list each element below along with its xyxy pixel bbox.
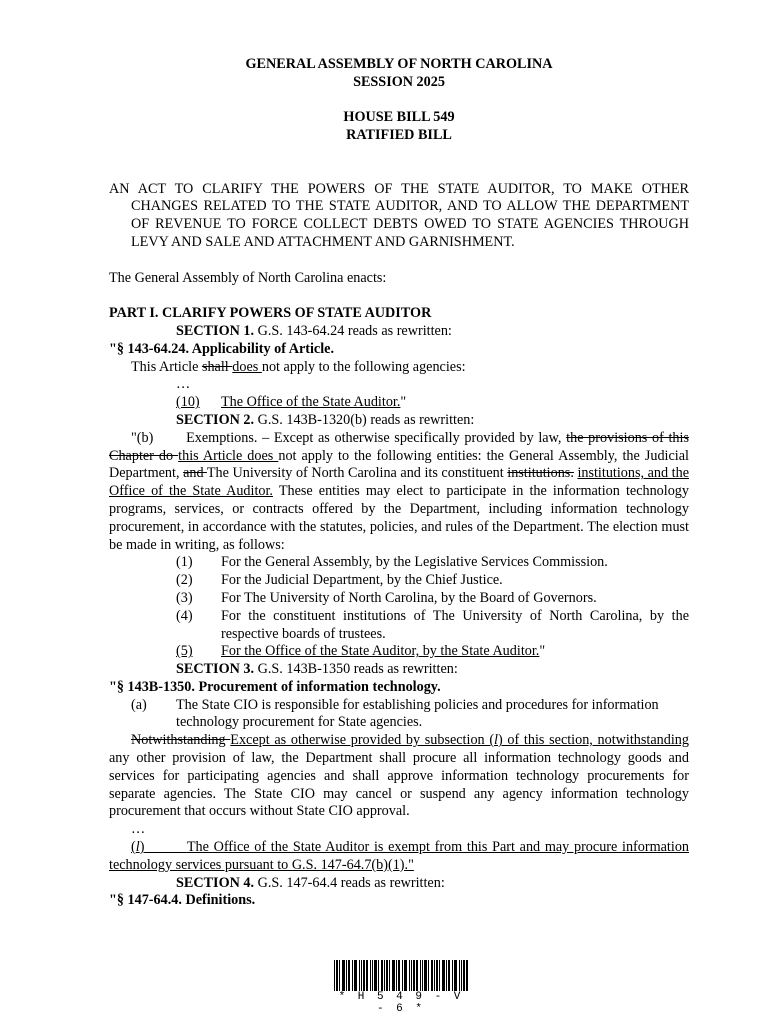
section-3-intro bbox=[109, 661, 689, 679]
item-text: For The University of North Carolina, by the Board of Governors. bbox=[221, 589, 597, 606]
section-label: SECTION 3. bbox=[176, 661, 255, 678]
closing-quote: " bbox=[408, 856, 414, 873]
barcode-bar bbox=[455, 960, 456, 992]
barcode-bar bbox=[405, 960, 406, 992]
text-run: ) of this section, notwithstanding bbox=[498, 732, 689, 749]
statute-heading: "§ 143B-1350. Procurement of information technology. bbox=[109, 678, 441, 695]
text-run: These entities may elect to participate in the information technology programs, services, or contracts offered by the Department, including information technology procurement, in accordance with the statutes, policies, and rules of the Department. The election must be made in writing, as follows: bbox=[109, 483, 689, 553]
statute-heading: "§ 143-64.24. Applicability of Article. bbox=[109, 340, 335, 357]
text-run: not apply to the following agencies: bbox=[261, 358, 466, 375]
item-text: For the Judicial Department, by the Chief Justice. bbox=[221, 572, 503, 589]
list-item bbox=[109, 643, 689, 661]
barcode-bar bbox=[459, 960, 460, 992]
closing-quote: " bbox=[539, 643, 546, 660]
barcode-bar bbox=[454, 960, 455, 992]
barcode-bar bbox=[446, 960, 447, 992]
barcode-bar bbox=[381, 960, 382, 992]
barcode-bar bbox=[464, 960, 465, 992]
barcode-bar bbox=[432, 960, 433, 992]
inserted-text: The Office of the State Auditor. bbox=[221, 394, 401, 411]
barcode-bar bbox=[367, 960, 368, 992]
barcode-bar bbox=[366, 960, 367, 992]
barcode-bar bbox=[426, 960, 427, 992]
closing-quote: " bbox=[400, 394, 407, 411]
item-number: (4) bbox=[176, 607, 193, 624]
barcode-bar bbox=[428, 960, 429, 992]
barcode-bar bbox=[411, 960, 412, 992]
barcode-bar bbox=[389, 960, 390, 992]
barcode-bar bbox=[424, 960, 425, 992]
barcode-bar bbox=[356, 960, 357, 992]
assembly-title: GENERAL ASSEMBLY OF NORTH CAROLINA bbox=[245, 56, 553, 72]
barcode-bar bbox=[425, 960, 426, 992]
section-text: G.S. 147-64.4 reads as rewritten: bbox=[254, 874, 445, 891]
barcode-bar bbox=[370, 960, 371, 992]
barcode-bar bbox=[448, 960, 449, 992]
barcode-bar bbox=[382, 960, 383, 992]
barcode-bar bbox=[443, 960, 444, 992]
barcode-bar bbox=[346, 960, 347, 992]
statute-paragraph bbox=[109, 732, 689, 821]
barcode-bar bbox=[413, 960, 414, 992]
text-run: "(b) Exemptions. – Except as otherwise specifically provided by law, bbox=[131, 429, 567, 446]
inserted-text: For the Office of the State Auditor, by the State Auditor. bbox=[221, 643, 540, 660]
section-label: SECTION 1. bbox=[176, 322, 255, 339]
inserted-text bbox=[230, 732, 689, 748]
bill-number: HOUSE BILL 549 bbox=[343, 109, 455, 126]
barcode-bar bbox=[342, 960, 343, 992]
barcode-bar bbox=[339, 960, 340, 992]
section-4-intro bbox=[109, 875, 689, 893]
list-item bbox=[109, 394, 689, 412]
barcode-bar bbox=[344, 960, 345, 992]
text-run: This Article bbox=[131, 358, 202, 375]
barcode-bar bbox=[394, 960, 395, 992]
statute-text bbox=[109, 359, 689, 377]
barcode-bar bbox=[392, 960, 393, 992]
barcode-bar bbox=[376, 960, 377, 992]
barcode-bar bbox=[348, 960, 349, 992]
list-item bbox=[109, 554, 689, 572]
list-item bbox=[109, 590, 689, 608]
barcode-bar bbox=[461, 960, 462, 992]
text-run: l bbox=[494, 732, 498, 749]
deleted-text: the provisions of this Chapter do bbox=[109, 429, 689, 464]
barcode-bar bbox=[396, 960, 397, 992]
barcode-bar bbox=[343, 960, 344, 992]
barcode-bar bbox=[374, 960, 375, 992]
barcode-bar bbox=[467, 960, 468, 992]
item-text: For the constituent institutions of The University of North Carolina, by the respective boards of trustees. bbox=[221, 607, 689, 642]
barcode-bar bbox=[444, 960, 445, 992]
barcode-bar bbox=[363, 960, 364, 992]
section-text: G.S. 143B-1350 reads as rewritten: bbox=[254, 661, 458, 678]
barcode-bar bbox=[375, 960, 376, 992]
barcode-bar bbox=[402, 960, 403, 992]
barcode-bar bbox=[420, 960, 421, 992]
ellipsis: … bbox=[176, 376, 191, 393]
barcode-bar bbox=[336, 960, 337, 992]
deleted-text: and bbox=[183, 465, 207, 482]
barcode-bar bbox=[422, 960, 423, 992]
statute-heading: "§ 147-64.4. Definitions. bbox=[109, 892, 256, 909]
barcode-bar bbox=[406, 960, 407, 992]
barcode-bar bbox=[364, 960, 365, 992]
barcode-bar bbox=[399, 960, 400, 992]
barcode-bar bbox=[416, 960, 417, 992]
act-title: AN ACT TO CLARIFY THE POWERS OF THE STATE AUDITOR, TO MAKE OTHER CHANGES RELATED TO THE STATE AUDITOR, AND TO ALLOW THE DEPARTMENT OF REVENUE TO FORCE COLLECT DEBTS OWED TO STATE AGENCIES THROUGH LEVY AND SALE AND ATTACHMENT AND GARNISHMENT. bbox=[109, 180, 689, 250]
item-text: For the General Assembly, by the Legislative Services Commission. bbox=[221, 554, 608, 571]
inserted-text: does bbox=[232, 358, 262, 375]
deleted-text: institutions. bbox=[507, 465, 574, 482]
barcode-bar bbox=[398, 960, 399, 992]
barcode-bar bbox=[452, 960, 453, 992]
subsection-text: The State CIO is responsible for establishing policies and procedures for information technology procurement for State agencies. bbox=[176, 696, 659, 731]
item-number: (1) bbox=[176, 554, 193, 571]
list-item bbox=[109, 572, 689, 590]
text-run: not apply to the following entities: the General Assembly, the Judicial Department, bbox=[109, 447, 689, 482]
bill-status: RATIFIED BILL bbox=[346, 127, 452, 144]
ellipsis: … bbox=[131, 821, 146, 838]
barcode-bar bbox=[409, 960, 410, 992]
deleted-text: Notwithstanding bbox=[131, 732, 231, 749]
barcode-bar bbox=[349, 960, 350, 992]
barcode-bar bbox=[386, 960, 387, 992]
barcode-bar bbox=[439, 960, 440, 992]
barcode-bar bbox=[404, 960, 405, 992]
subsection-a bbox=[109, 697, 689, 733]
barcode-bar bbox=[414, 960, 415, 992]
list-item bbox=[109, 608, 689, 644]
section-2-intro bbox=[109, 412, 689, 430]
section-label: SECTION 2. bbox=[176, 411, 255, 428]
barcode-bar bbox=[354, 960, 355, 992]
item-number: (5) bbox=[176, 643, 193, 660]
section-text: G.S. 143B-1320(b) reads as rewritten: bbox=[254, 411, 475, 428]
barcode-bar bbox=[417, 960, 418, 992]
deleted-text: shall bbox=[201, 358, 233, 375]
barcode-bar bbox=[434, 960, 435, 992]
text-run: any other provision of law, the Department shall procure all information technology goods and services for participating agencies and shall approve information technology procurements for separate agencies. The State CIO may cancel or suspend any agency information technology procurement that occurs without State CIO approval. bbox=[109, 750, 689, 820]
barcode-bar bbox=[355, 960, 356, 992]
barcode-bar bbox=[378, 960, 379, 992]
section-label: SECTION 4. bbox=[176, 874, 255, 891]
section-1-intro bbox=[109, 323, 689, 341]
barcode-bar bbox=[436, 960, 437, 992]
section-text: G.S. 143-64.24 reads as rewritten: bbox=[254, 322, 452, 339]
barcode-bar bbox=[337, 960, 338, 992]
barcode-bar bbox=[359, 960, 360, 992]
barcode-text: * H 5 4 9 - V - 6 * bbox=[334, 991, 468, 1015]
text-run: Except as otherwise provided by subsection ( bbox=[230, 732, 495, 749]
barcode-bar bbox=[372, 960, 373, 992]
item-number: (3) bbox=[176, 589, 193, 606]
barcode-bar bbox=[387, 960, 388, 992]
statute-paragraph bbox=[109, 430, 689, 555]
barcode-bar bbox=[384, 960, 385, 992]
inserted-text: this Article does bbox=[178, 447, 279, 464]
item-number: (2) bbox=[176, 572, 193, 589]
barcode-bar bbox=[437, 960, 438, 992]
barcode-bar bbox=[431, 960, 432, 992]
enacting-clause: The General Assembly of North Carolina enacts: bbox=[109, 269, 387, 286]
subsection-number: l bbox=[135, 839, 140, 856]
barcode-bar bbox=[393, 960, 394, 992]
barcode-bar bbox=[449, 960, 450, 992]
bill-page bbox=[109, 56, 689, 910]
barcode-bar bbox=[361, 960, 362, 992]
subsection-number: (a) bbox=[131, 696, 147, 713]
barcode-bar bbox=[456, 960, 457, 992]
subsection-l: (l) The Office of the State Auditor is exempt from this Part and may procure information technology services pursuant to G.S. 147-64.7(b)(1)." bbox=[109, 839, 690, 873]
part-heading: PART I. CLARIFY POWERS OF STATE AUDITOR bbox=[109, 305, 432, 322]
inserted-text: institutions, and the Office of the State Auditor. bbox=[109, 465, 689, 500]
barcode-bar bbox=[352, 960, 353, 992]
barcode-bar bbox=[463, 960, 464, 992]
inserted-text: The Office of the State Auditor is exempt from this Part and may procure information technology services pursuant to G.S. 147-64.7(b)(1). bbox=[109, 839, 690, 873]
barcode-bar bbox=[466, 960, 467, 992]
item-number: (10) bbox=[176, 394, 200, 411]
barcode-bar bbox=[442, 960, 443, 992]
text-run: The University of North Carolina and its constituent bbox=[206, 465, 508, 482]
barcode-bar bbox=[334, 960, 335, 992]
session-title: SESSION 2025 bbox=[353, 73, 445, 90]
